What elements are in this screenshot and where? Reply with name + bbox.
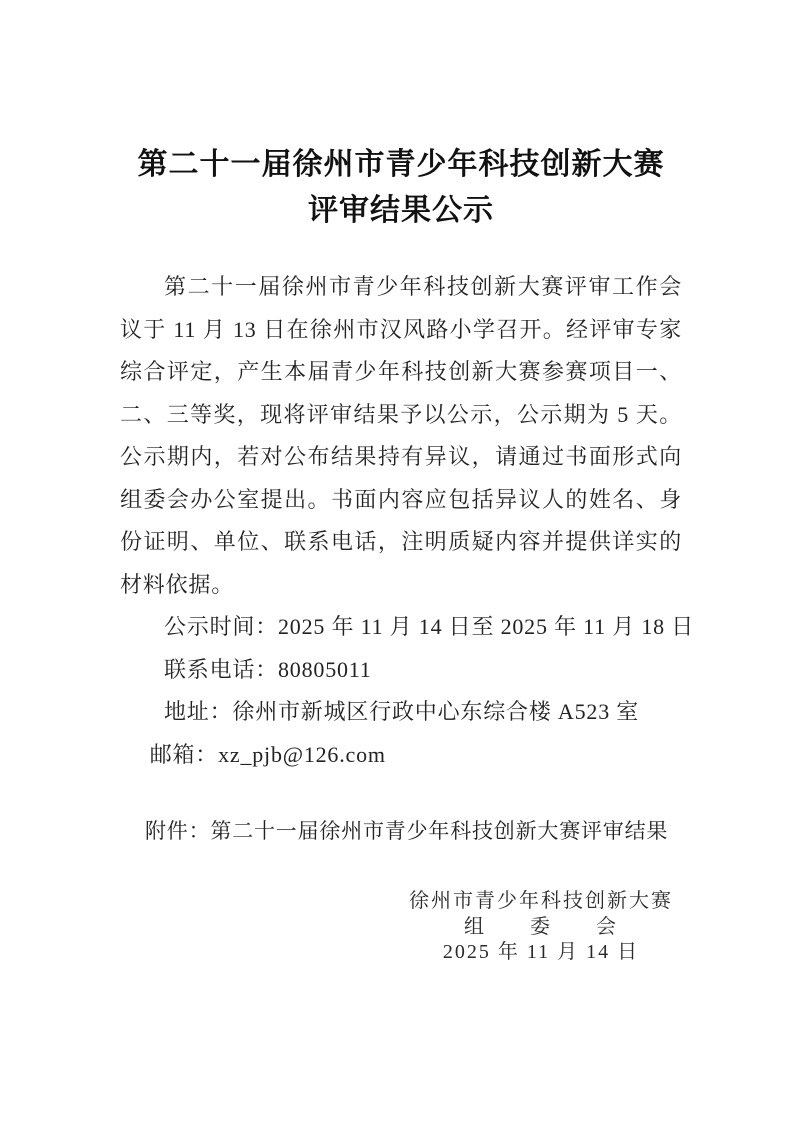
email-line: 邮箱：xz_pjb@126.com [149,741,386,767]
body-paragraph: 第二十一届徐州市青少年科技创新大赛评审工作会议于 11 月 13 日在徐州市汉风路小学召开。经评审专家综合评定，产生本届青少年科技创新大赛参赛项目一、二、三等奖，现将评审结果予以公示，公示期为 5 天。公示期内，若对公布结果持有异议，请通过书面形式向组委会办公室提出。书面内容应包括异议人的姓名、身份证明、单位、联系电话，注明质疑内容并提供详实的材料依据。 [120,274,682,597]
attachment-line: 附件：第二十一届徐州市青少年科技创新大赛评审结果 [145,819,669,843]
signature-org-line2: 组 委 会 [464,915,618,938]
signature-block [409,889,673,966]
document-title-line2: 评审结果公示 [308,194,494,227]
address-line: 地址：徐州市新城区行政中心东综合楼 A523 室 [164,699,640,724]
signature-org-line1: 徐州市青少年科技创新大赛 [409,890,673,912]
publicity-period-line: 公示时间：2025 年 11 月 14 日至 2025 年 11 月 18 日 [164,614,695,639]
document-title-line1: 第二十一届徐州市青少年科技创新大赛 [137,148,665,181]
document-title [120,142,682,234]
signature-date: 2025 年 11 月 14 日 [442,941,640,963]
contact-phone-line: 联系电话：80805011 [164,656,372,682]
